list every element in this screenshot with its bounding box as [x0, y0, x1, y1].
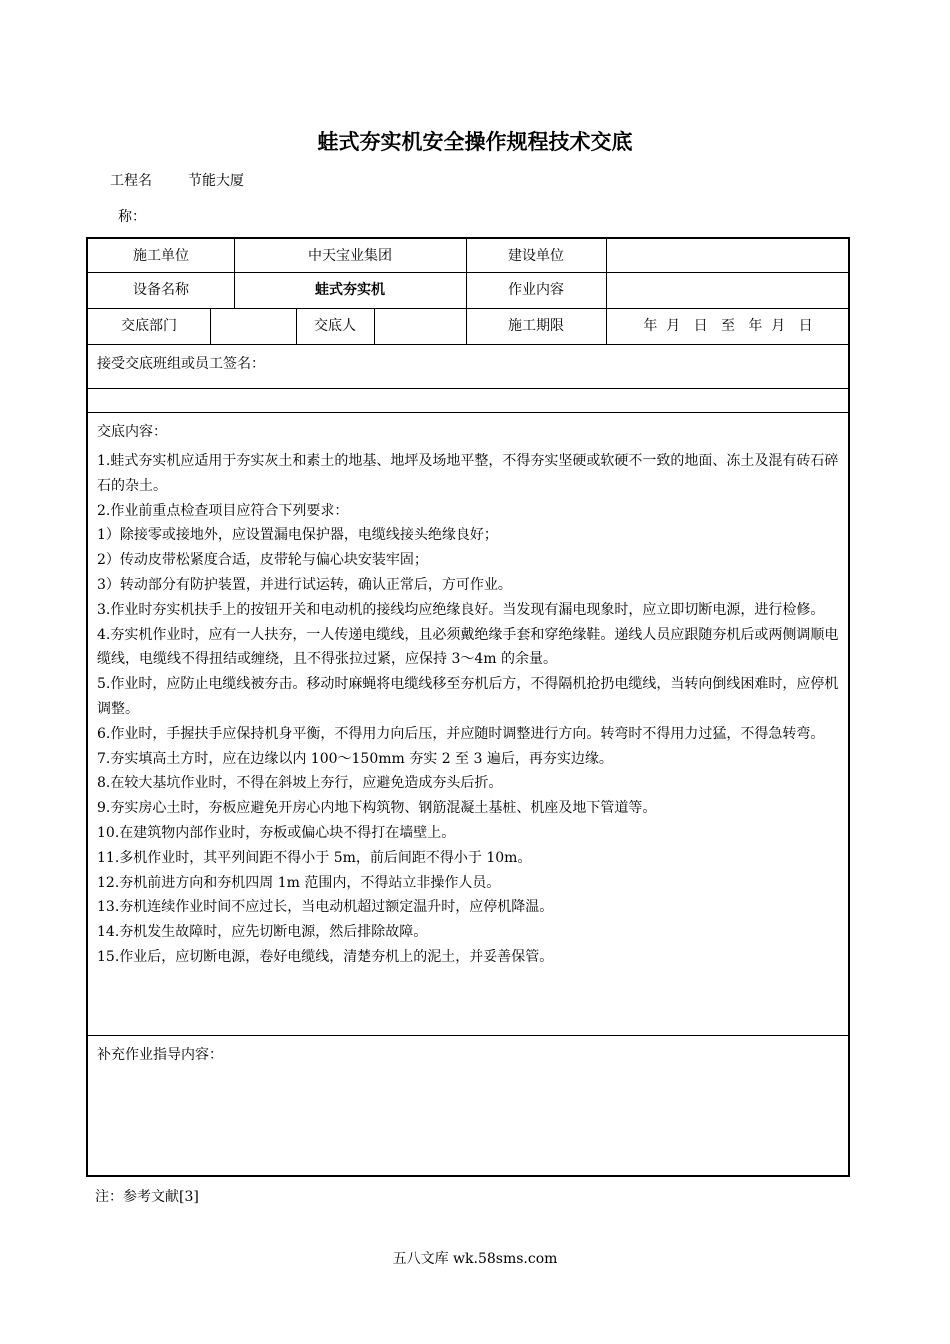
content-line: 2）传动皮带松紧度合适，皮带轮与偏心块安装牢固；	[97, 552, 428, 569]
equipment-value: 蛙式夯实机	[315, 282, 385, 298]
content-line: 14.夯机发生故障时，应先切断电源，然后排除故障。	[97, 924, 428, 941]
content-line: 3.作业时夯实机扶手上的按钮开关和电动机的接线均应绝缘良好。当发现有漏电现象时，应立即切断电源，进行检修。	[97, 601, 825, 618]
construction-period-value: 年 月 日 至 年 月 日	[643, 318, 813, 334]
row-divider	[88, 344, 848, 345]
content-line: 2.作业前重点检查项目应符合下列要求：	[97, 502, 349, 519]
row-divider	[88, 1035, 848, 1036]
equipment-label: 设备名称	[133, 282, 189, 298]
project-name-label-cont: 称：	[118, 209, 146, 225]
content-line: 8.在较大基坑作业时，不得在斜坡上夯行，应避免造成夯头后折。	[97, 775, 503, 792]
content-line: 15.作业后，应切断电源，卷好电缆线，清楚夯机上的泥土，并妥善保管。	[97, 948, 554, 965]
content-line: 9.夯实房心土时，夯板应避免开房心内地下构筑物、钢筋混凝土基桩、机座及地下管道等。	[97, 800, 657, 817]
content-line: 5.作业时，应防止电缆线被夯击。移动时麻蝇将电缆线移至夯机后方，不得隔机抢扔电缆线，当转向倒线困难时，应停机调整。	[97, 676, 839, 717]
content-line: 12.夯机前进方向和夯机四周 1m 范围内，不得站立非操作人员。	[97, 874, 501, 891]
handover-table	[86, 237, 850, 1177]
handover-person-label: 交底人	[314, 318, 356, 334]
content-label: 交底内容：	[97, 424, 167, 440]
handover-person-value	[374, 309, 466, 343]
content-line: 11.多机作业时，其平列间距不得小于 5m，前后间距不得小于 10m。	[97, 849, 532, 866]
supplement-label: 补充作业指导内容：	[97, 1047, 223, 1063]
reference-note: 注：参考文献[3]	[95, 1189, 199, 1205]
content-line: 1）除接零或接地外，应设置漏电保护器，电缆线接头绝缘良好；	[97, 527, 498, 544]
signature-label: 接受交底班组或员工签名：	[97, 356, 265, 372]
builder-unit-label: 建设单位	[508, 248, 564, 264]
project-name-label: 工程名	[110, 173, 152, 189]
content-line: 7.夯实填高土方时，应在边缘以内 100～150mm 夯实 2 至 3 遍后，再夯实边缘。	[97, 750, 613, 767]
handover-dept-value	[210, 309, 296, 343]
footer-watermark: 五八文库 wk.58sms.com	[392, 1251, 558, 1267]
content-line: 10.在建筑物内部作业时，夯板或偏心块不得打在墙壁上。	[97, 824, 456, 841]
work-content-value	[606, 273, 850, 307]
construction-unit-label: 施工单位	[133, 248, 189, 264]
work-content-label: 作业内容	[508, 282, 564, 298]
content-line: 4.夯实机作业时，应有一人扶夯，一人传递电缆线，且必须戴绝缘手套和穿绝缘鞋。递线人员应跟随夯机后或两侧调顺电缆线，电缆线不得扭结或缠绕，且不得张拉过紧，应保持 3～4m 的余量。	[97, 626, 839, 668]
document-title: 蛙式夯实机安全操作规程技术交底	[317, 130, 633, 154]
content-line: 6.作业时，手握扶手应保持机身平衡，不得用力向后压，并应随时调整进行方向。转弯时不得用力过猛，不得急转弯。	[97, 725, 825, 742]
content-line: 1.蛙式夯实机应适用于夯实灰土和素土的地基、地坪及场地平整，不得夯实坚硬或软硬不一致的地面、冻土及混有砖石碎石的杂土。	[97, 453, 839, 494]
handover-dept-label: 交底部门	[121, 318, 177, 334]
content-line: 13.夯机连续作业时间不应过长，当电动机超过额定温升时，应停机降温。	[97, 899, 554, 916]
construction-period-label: 施工期限	[508, 318, 564, 334]
construction-unit-value: 中天宝业集团	[308, 248, 392, 264]
content-line: 3）转动部分有防护装置，并进行试运转，确认正常后，方可作业。	[97, 576, 512, 593]
row-divider	[88, 412, 848, 413]
project-name-value: 节能大厦	[188, 173, 244, 189]
row-divider	[88, 388, 848, 389]
handover-content	[97, 449, 845, 970]
builder-unit-value	[606, 239, 850, 273]
